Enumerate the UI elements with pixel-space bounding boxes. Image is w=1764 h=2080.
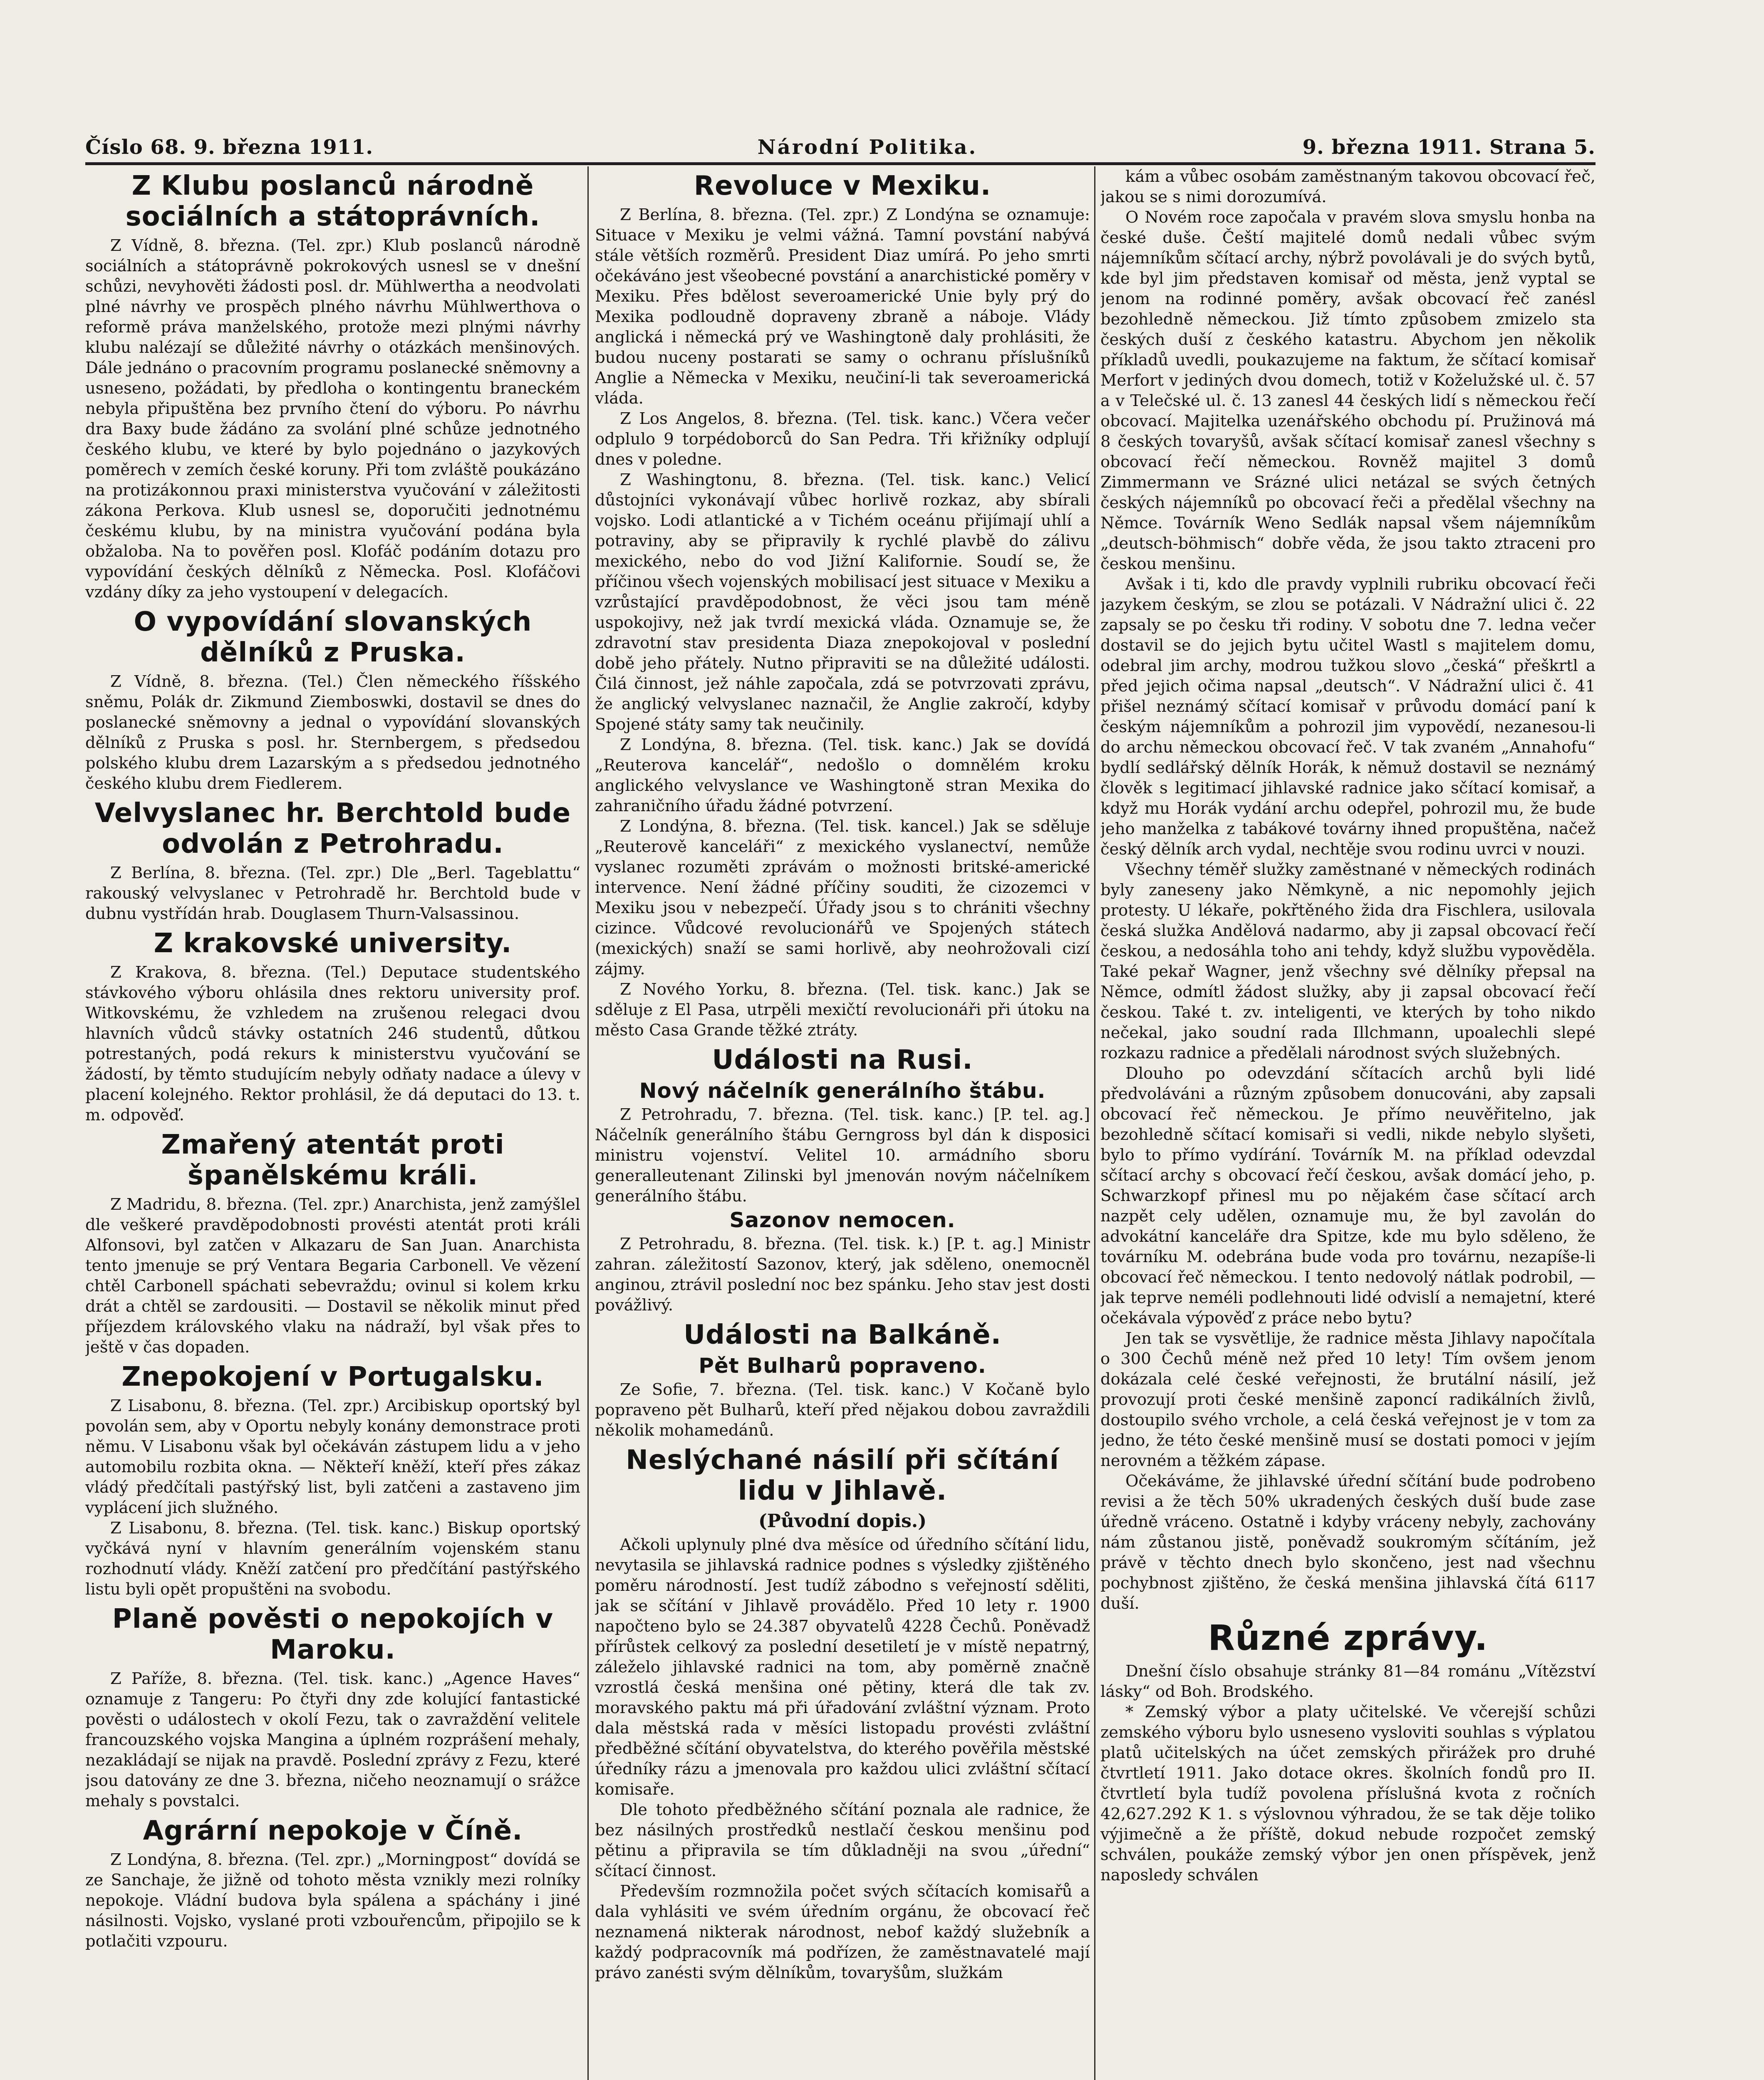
article-paragraph: Především rozmnožila počet svých sčítacích komisařů a dala vyhlásiti ve svém úředním orgánu, že obcovací řeč neznamená nikterak národnost, nebof každý služebník a každý podpracovník má podřízen, že zaměstnavatelé mají právo zanésti svým dělníkům, tovaryšům, služkám (595, 1882, 1090, 1982)
article-headline: Pět Bulharů popraveno. (699, 1354, 986, 1378)
article-paragraph: Z Krakova, 8. března. (Tel.) Deputace studentského stávkového výboru ohlásila dnes rektoru university prof. Witkovskému, že vzhledem na zrušenou relegaci dvou hlavních vůdců stávky ostatních 246 studentů, důtkou potrestaných, podá rekurs k ministerstvu vyučování se žádostí, by těmto studujícím nebyly odňaty nadace a úlevy v placení kolejného. Rektor prohlásil, že dá deputaci do 13. t. m. odpověď. (85, 963, 580, 1124)
article-paragraph: Z Londýna, 8. března. (Tel. zpr.) „Morningpost“ dovídá se ze Sanchaje, že jižně od tohoto města vznikly mezi rolníky nepokoje. Vládní budova byla spálena a spáchány i jiné násilnosti. Vojsko, vyslané proti vzbouřencům, připojilo se k potlačiti vzpouru. (85, 1850, 580, 1951)
article-headline: Sazonov nemocen. (729, 1208, 956, 1232)
article-subtitle: (Původní dopis.) (758, 1510, 927, 1532)
article-paragraph: Z Washingtonu, 8. března. (Tel. tisk. kanc.) Velicí důstojníci vykonávají vůbec horlivě rozkaz, aby sbírali vojsko. Lodi atlantické a v Tichém oceánu přijímají uhlí a potraviny, aby se připravily k rychlé plavbě do zálivu mexického, nebo do vod Jižní Kalifornie. Soudí se, že příčinou všech vojenských mobilisací jest situace v Mexiku a vzrůstající pravděpodobnost, že věci jsou tam méně uspokojivy, než jak tvrdí mexická vláda. Oznamuje se, že zdravotní stav presidenta Diaza znepokojoval v poslední době jeho přátely. Nutno připraviti se na důležité události. Čilá činnost, jež náhle započala, zdá se potvrzovati zprávu, že anglický velvyslanec naznačil, že Anglie zakročí, kdyby Spojené státy samy tak neučinily. (595, 470, 1090, 734)
column-3 (1100, 166, 1596, 2080)
article-headline: Zmařený atentát proti španělskému králi. (161, 1129, 505, 1191)
page-header (85, 133, 1596, 165)
article-paragraph: Dle tohoto předběžného sčítání poznala ale radnice, že bez násilných prostředků nestlačí českou menšinu pod pětinu a připravila se tím důkladněji na svou „úřední“ sčítací činnost. (595, 1800, 1090, 1880)
article-headline: Nový náčelník generálního štábu. (639, 1079, 1046, 1103)
article-headline: Velvyslanec hr. Berchtold bude odvolán z Petrohradu. (94, 798, 571, 859)
article-paragraph: Z Paříže, 8. března. (Tel. tisk. kanc.) „Agence Haves“ oznamuje z Tangeru: Po čtyři dny zde kolující fantastické pověsti o událostech v okolí Fezu, tak o zavraždění velitele francouzského vojska Mangina a úplném rozprášení mehaly, nezakládají se nijak na pravdě. Poslední zprávy z Fezu, které jsou datovány ze dne 3. března, ničeho neoznamují o srážce mehaly s povstalci. (85, 1669, 580, 1810)
article-paragraph: Z Lisabonu, 8. března. (Tel. zpr.) Arcibiskup oportský byl povolán sem, aby v Oportu nebyly konány demonstrace proti němu. V Lisabonu však byl očekáván zástupem lidu a v jeho automobilu rozbita okna. — Někteří kněží, kteří přes zákaz vládý předčítali pastýřský list, byli zatčeni a zastaveno jim vyplácení jich služného. (85, 1397, 580, 1517)
article-paragraph: Jen tak se vysvětlije, že radnice města Jihlavy napočítala o 300 Čechů méně než před 10 lety! Tím ovšem jenom dokázala celé české veřejnosti, že brutální násilí, jež provozují proti české menšině zaponcí radikálních živlů, dostoupilo svého vrchole, a celá česká veřejnost je v tom za jedno, že této české menšině musí se dostati pomoci v jejím nerovném a těžkém zápase. (1100, 1329, 1596, 1470)
article-paragraph: Ačkoli uplynuly plné dva měsíce od úředního sčítání lidu, nevytasila se jihlavská radnice podnes s výsledky zjištěného poměru národností. Jest tudíž zábodno s veřejností sděliti, jak se sčítání v Jihlavě provádělo. Před 10 lety r. 1900 napočteno bylo se 24.387 obyvatelů 4228 Čechů. Poněvadž přírůstek celkový za poslední desetiletí je v místě nepatrný, záleželo jihlavské radnici na tom, aby poměrně značně vzrostlá česká menšina oné pětiny, která dle tak zv. moravského paktu má při úřadování zvláštní význam. Proto dala městská rada v měsíci listopadu provésti zvláštní předběžné sčítání obyvatelstva, do kterého pověřila městské úředníky rázu a jmenovala pro každou ulici zvláštní sčítací komisaře. (595, 1535, 1090, 1799)
article-paragraph: Z Berlína, 8. března. (Tel. zpr.) Z Londýna se oznamuje: Situace v Mexiku je velmi vážná. Tamní povstání nabývá stále větších rozměrů. President Diaz umírá. Po jeho smrti očekáváno jest všeobecné povstání a anarchistické poměry v Mexiku. Přes bdělost severoamerické Unie byly prý do Mexika podloudně dopraveny zbraně a náboje. Vlády anglická i německá prý ve Washingtoně daly prohlásiti, že budou nuceny postarati se samy o ochranu příslušníků Anglie a Německa v Mexiku, neučiní-li tak severoamerická vláda. (595, 206, 1090, 408)
article-headline: Agrární nepokoje v Číně. (143, 1815, 523, 1846)
article-headline: Události na Balkáně. (684, 1320, 1001, 1350)
article-paragraph: Všechny téměř služky zaměstnané v německých rodinách byly zaneseny jako Němkyně, a nic nepomohly jejich protesty. U lékaře, pokřtěného žida dra Fischlera, usilovala česká služka Andělová nadarmo, aby ji zapsal obcovací řečí českou, a nedosáhla toho ani tehdy, když službu vypověděla. Také pekař Wagner, jenž všechny své dělníky přepsal na Němce, odmítl žádost služky, aby ji zapsal obcovací řečí českou. Také t. zv. inteligenti, ve kterých by toho nikdo nečekal, jako soudní rada Illchmann, upoalechli slepé rozkazu radnice a předělali národnost svých služebných. (1100, 860, 1596, 1062)
article-paragraph: Z Madridu, 8. března. (Tel. zpr.) Anarchista, jenž zamýšlel dle veškeré pravděpodobnosti provésti atentát proti králi Alfonsovi, byl zatčen v Alkazaru de San Juan. Anarchista tento jmenuje se prý Ventara Begaria Carbonell. Ve vězení chtěl Carbonell spáchati sebevraždu; ovinul si kolem krku drát a chtěl se zardousiti. — Dostavil se několik minut před příjezdem královského vlaku na nádraží, byl však přes to ještě v čas dopaden. (85, 1195, 580, 1357)
article-headline: Z krakovské university. (154, 928, 512, 959)
article-paragraph: * Zemský výbor a platy učitelské. Ve včerejší schůzi zemského výboru bylo usneseno vysloviti souhlas s výplatou platů učitelských na účet zemských přirážek pro druhé čtvrtletí 1911. Jako dotace okres. školních fondů pro II. čtvrtletí byla tudíž povolena příslušná kvota z ročních 42,627.292 K 1. s výslovnou výhradou, že se tak děje toliko výjimečně a že příště, dokud nebude rozpočet zemský schválen, poukáže zemský výbor jen onen příspěvek, jenž naposledy schválen (1100, 1703, 1596, 1884)
article-paragraph: O Novém roce započala v pravém slova smyslu honba na české duše. Čeští majitelé domů nedali vůbec svým nájemníkům sčítací archy, nýbrž povolávali je do svých bytů, kde byl jim představen komisař od města, jenž vyptal se jenom na rodinné poměry, avšak obcovací řeč zanésl bezohledně německou. Již tímto způsobem zmizelo sta českých duší z českého katastru. Abychom jen několik příkladů uvedli, poukazujeme na faktum, že sčítací komisař Merfort v jediných dvou domech, totiž v Koželužské ul. č. 57 a v Telečské ul. č. 13 zanesl 44 českých lidí s německou řečí obcovací. Majitelka uzenářského obchodu pí. Pružinová má 8 českých tovaryšů, avšak sčítací komisař zanesl všechny s obcovací řečí německou. Rovněž majitel 3 domů Zimmermann ve Srázné ulici netázal se svých četných českých nájemníků po obcovací řeči a předělal všechny na Němce. Továrník Weno Sedlák napsal všem nájemníkům „deutsch-böhmisch“ dobře věda, že jsou takto ztraceni pro českou menšinu. (1100, 208, 1596, 573)
issue-date: Číslo 68. 9. března 1911. (85, 136, 374, 159)
column-divider (587, 166, 589, 2080)
article-headline: Planě pověsti o nepokojích v Maroku. (112, 1604, 554, 1665)
article-paragraph: Z Petrohradu, 8. března. (Tel. tisk. k.) [P. t. ag.] Ministr zahran. záležitostí Sazonov, který, jak sděleno, onemocněl anginou, ztrávil poslední noc bez spánku. Jeho stav jest dosti povážlivý. (595, 1235, 1090, 1315)
article-headline: Revoluce v Mexiku. (694, 171, 991, 201)
article-paragraph: Z Berlína, 8. března. (Tel. zpr.) Dle „Berl. Tageblattu“ rakouský velvyslanec v Petrohradě hr. Berchtold bude v dubnu vystřídán hrab. Douglasem Thurn-Valsassinou. (85, 864, 580, 923)
article-paragraph: Z Petrohradu, 7. března. (Tel. tisk. kanc.) [P. tel. ag.] Náčelník generálního štábu Gerngross byl dán k disposici ministru vojenství. Velitel 10. armádního sboru generalleutenant Zilinski byl jmenován novým náčelníkem generálního štábu. (595, 1105, 1090, 1206)
page-number: 9. března 1911. Strana 5. (1302, 136, 1596, 159)
article-paragraph: Z Lisabonu, 8. března. (Tel. tisk. kanc.) Biskup oportský vyčkává nyní v hlavním generálním vojenském stanu rozhodnutí vlády. Kněží zatčení pro předčítání pastýřského listu byli opět propuštěni na svobodu. (85, 1519, 580, 1599)
article-paragraph: Z Londýna, 8. března. (Tel. tisk. kancel.) Jak se sděluje „Reuterově kanceláři“ z mexického vyslanectví, nemůže vyslanec rozuměti zprávám o možnosti britské-americké intervence. Není žádné příčiny souditi, že cizozemci v Mexiku jsou v nebezpečí. Úřady jsou s to chrániti všechny cizince. Vůdcové revolucionářů ve Spojených státech (mexických) snaží se sami horlivě, aby neohrožovali cizí zájmy. (595, 817, 1090, 978)
column-divider (1094, 166, 1095, 2080)
article-paragraph: Z Vídně, 8. března. (Tel.) Člen německého říšského sněmu, Polák dr. Zikmund Ziemboswki, dostavil se dnes do poslanecké sněmovny a jednal o vypovídání slovanských dělníků z Pruska s posl. hr. Sternbergem, s předsedou polského klubu drem Lazarským a s předsedou jednotného českého klubu drem Fiedlerem. (85, 672, 580, 793)
article-paragraph: Z Los Angelos, 8. března. (Tel. tisk. kanc.) Včera večer odplulo 9 torpédoborců do San Pedra. Tři křižníky odplují dnes v poledne. (595, 409, 1090, 469)
article-headline: Z Klubu poslanců národně sociálních a státoprávních. (125, 171, 540, 232)
masthead-title: Národní Politika. (757, 136, 978, 159)
article-headline: Neslýchané násilí při sčítání lidu v Jihlavě. (626, 1445, 1059, 1506)
article-headline: Znepokojení v Portugalsku. (121, 1362, 544, 1392)
article-headline: Různé zprávy. (1208, 1617, 1488, 1658)
article-headline: O vypovídání slovanských dělníků z Pruska. (134, 607, 532, 668)
column-1 (85, 166, 580, 2080)
article-paragraph: Z Vídně, 8. března. (Tel. zpr.) Klub poslanců národně sociálních a státoprávně pokrokových usnesl se v dnešní schůzi, nevyhověti žádosti posl. dr. Mühlwertha a neodvolati plné návrhy ve prospěch plného návrhu Mühlwerthova o reformě práva manželského, protože mezi plnými návrhy klubu nalézají se důležité návrhy o otázkách menšinových. Dále jednáno o pracovním programu poslanecké sněmovny a usneseno, požádati, by předloha o kontingentu braneckém nebyla připuštěna bez prvního čtení do výboru. Po návrhu dra Baxy bude žádáno za svolání plné schůze jednotného českého klubu, ve které by bylo pojednáno o jazykových poměrech v zemích české koruny. Při tom zvláště poukázáno na protizákonnou praxi ministerstva vyučování v záležitosti zákona Perkova. Klub usnesl se, doporučiti jednotnému českému klubu, by na ministra vyučování podána byla obžaloba. Na to pověřen posl. Klofáč podáním dotazu pro vypovídání českých dělníků z Německa. Posl. Klofáčovi vzdány díky za jeho vystoupení v delegacích. (85, 236, 580, 602)
article-paragraph: Dlouho po odevzdání sčítacích archů byli lidé předvoláváni a různým způsobem donucováni, aby zapsali obcovací řeč německou. Je přímo neuvěřitelno, jak bezohledně sčítací komisaři si vedli, nikde nebylo slyšeti, bylo to přímo vydírání. Továrník M. na příklad odevzdal sčítací archy s obcovací řečí českou, avšak domácí jeho, p. Schwarzkopf přinesl mu po nějakém čase sčítací arch nazpět cely udělen, oznamuje mu, že byl zavolán do advokátní kanceláře dra Spitze, kde mu bylo sděleno, že továrníku M. odebrána bude voda pro továrnu, nezapíše-li obcovací řeč německou. I tento nedovolý nátlak podrobil, — jak teprve neméli podlehnouti lidé odvislí a nemajetní, které očekávala výpověď z práce nebo bytu? (1100, 1064, 1596, 1327)
article-paragraph: kám a vůbec osobám zaměstnaným takovou obcovací řeč, jakou se s nimi dorozumívá. (1100, 167, 1596, 206)
article-paragraph: Očekáváme, že jihlavské úřední sčítání bude podrobeno revisi a že těch 50% ukradených českých duší bude zase úředně vráceno. Ostatně i kdyby vráceny nebyly, zachovány nám zůstanou jistě, poněvadž soukromým sčítáním, jež právě v těchto dnech bylo skončeno, jest nad všechnu pochybnost zjištěno, že česká menšina jihlavská čítá 6117 duší. (1100, 1472, 1596, 1613)
column-2 (595, 166, 1090, 2080)
article-headline: Události na Rusi. (712, 1045, 973, 1075)
article-paragraph: Dnešní číslo obsahuje stránky 81—84 románu „Vítězství lásky“ od Boh. Brodského. (1100, 1662, 1596, 1701)
article-paragraph: Z Nového Yorku, 8. března. (Tel. tisk. kanc.) Jak se sděluje z El Pasa, utrpěli mexičtí revolucionáři při útoku na město Casa Grande těžké ztráty. (595, 980, 1090, 1040)
article-paragraph: Ze Sofie, 7. března. (Tel. tisk. kanc.) V Kočaně bylo popraveno pět Bulharů, kteří před nějakou dobou zavraždili několik mohamedánů. (595, 1380, 1090, 1440)
article-paragraph: Z Londýna, 8. března. (Tel. tisk. kanc.) Jak se dovídá „Reuterova kancelář“, nedošlo o domnělém kroku anglického velvyslance ve Washingtoně stran Mexika do zahraničního úřadu žádné potvrzení. (595, 735, 1090, 815)
article-paragraph: Avšak i ti, kdo dle pravdy vyplnili rubriku obcovací řeči jazykem českým, se zlou se potázali. V Nádražní ulici č. 22 zapsaly se po česku tři rodiny. V sobotu dne 7. ledna večer dostavil se do jejich bytu učitel Wastl s majitelem domu, odebral jim archy, modrou tužkou slovo „česká“ přeškrtl a před jejich očima napsal „deutsch“. V Nádražní ulici č. 41 přišel neznámý sčítací komisař v průvodu domácí paní k českým nájemníkům a pohrozil jim vypovědí, nezanesou-li do archu německou obcovací řeč. V tak zvaném „Annahofu“ bydlí sedlářský dělník Horák, k němuž dostavil se neznámý člověk s legitimací jihlavské radnice jako sčítací komisař, a když mu Horák vydání archu odepřel, pohrozil mu, že bude jeho manželka z tabákové továrny ihned propuštěna, načež český dělník arch vydal, nechtěje svou rodinu uvrci v nouzi. (1100, 575, 1596, 859)
